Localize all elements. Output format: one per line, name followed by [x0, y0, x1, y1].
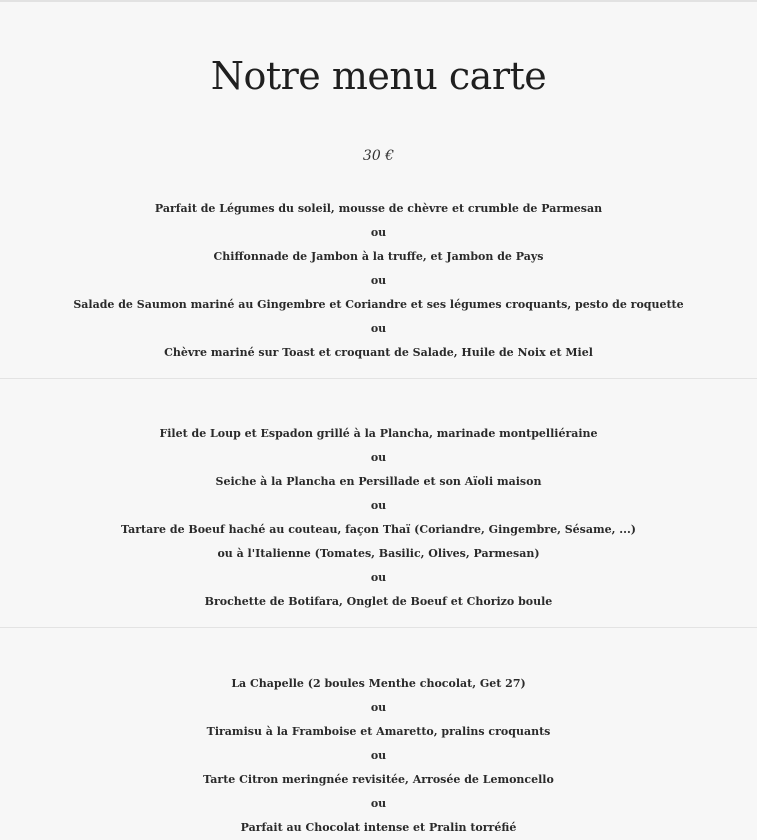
menu-item: Seiche à la Plancha en Persillade et son Aïoli maison [215, 475, 542, 488]
menu-item: Tartare de Boeuf haché au couteau, façon Thaï (Coriandre, Gingembre, Sésame, ...) [121, 523, 636, 536]
entrees-section [0, 197, 757, 365]
menu-separator-ou: ou [370, 701, 387, 714]
menu-item: Brochette de Botifara, Onglet de Boeuf et Chorizo boule [204, 595, 553, 608]
menu-separator-ou: ou [370, 451, 387, 464]
menu-separator-ou: ou [370, 499, 387, 512]
menu-item-variant: ou à l'Italienne (Tomates, Basilic, Olives, Parmesan) [217, 547, 540, 560]
plats-section [0, 422, 757, 614]
menu-separator-ou: ou [370, 274, 387, 287]
menu-item: Parfait au Chocolat intense et Pralin torréfié [240, 821, 517, 834]
menu-item: Chiffonnade de Jambon à la truffe, et Jambon de Pays [213, 250, 544, 263]
section-divider [0, 627, 757, 628]
menu-separator-ou: ou [370, 571, 387, 584]
menu-item: Tiramisu à la Framboise et Amaretto, pralins croquants [206, 725, 551, 738]
menu-price: 30 € [362, 148, 395, 164]
menu-item: Filet de Loup et Espadon grillé à la Plancha, marinade montpelliéraine [159, 427, 598, 440]
menu-item: Chèvre mariné sur Toast et croquant de Salade, Huile de Noix et Miel [164, 346, 593, 359]
menu-item: Parfait de Légumes du soleil, mousse de chèvre et crumble de Parmesan [154, 202, 603, 215]
menu-separator-ou: ou [370, 226, 387, 239]
desserts-section [0, 672, 757, 840]
menu-item: Salade de Saumon mariné au Gingembre et Coriandre et ses légumes croquants, pesto de roquette [73, 298, 684, 311]
menu-item: Tarte Citron meringnée revisitée, Arrosée de Lemoncello [203, 773, 554, 786]
section-divider [0, 378, 757, 379]
page-title: Notre menu carte [210, 54, 547, 98]
menu-separator-ou: ou [370, 322, 387, 335]
menu-separator-ou: ou [370, 797, 387, 810]
menu-separator-ou: ou [370, 749, 387, 762]
menu-item: La Chapelle (2 boules Menthe chocolat, Get 27) [231, 677, 526, 690]
